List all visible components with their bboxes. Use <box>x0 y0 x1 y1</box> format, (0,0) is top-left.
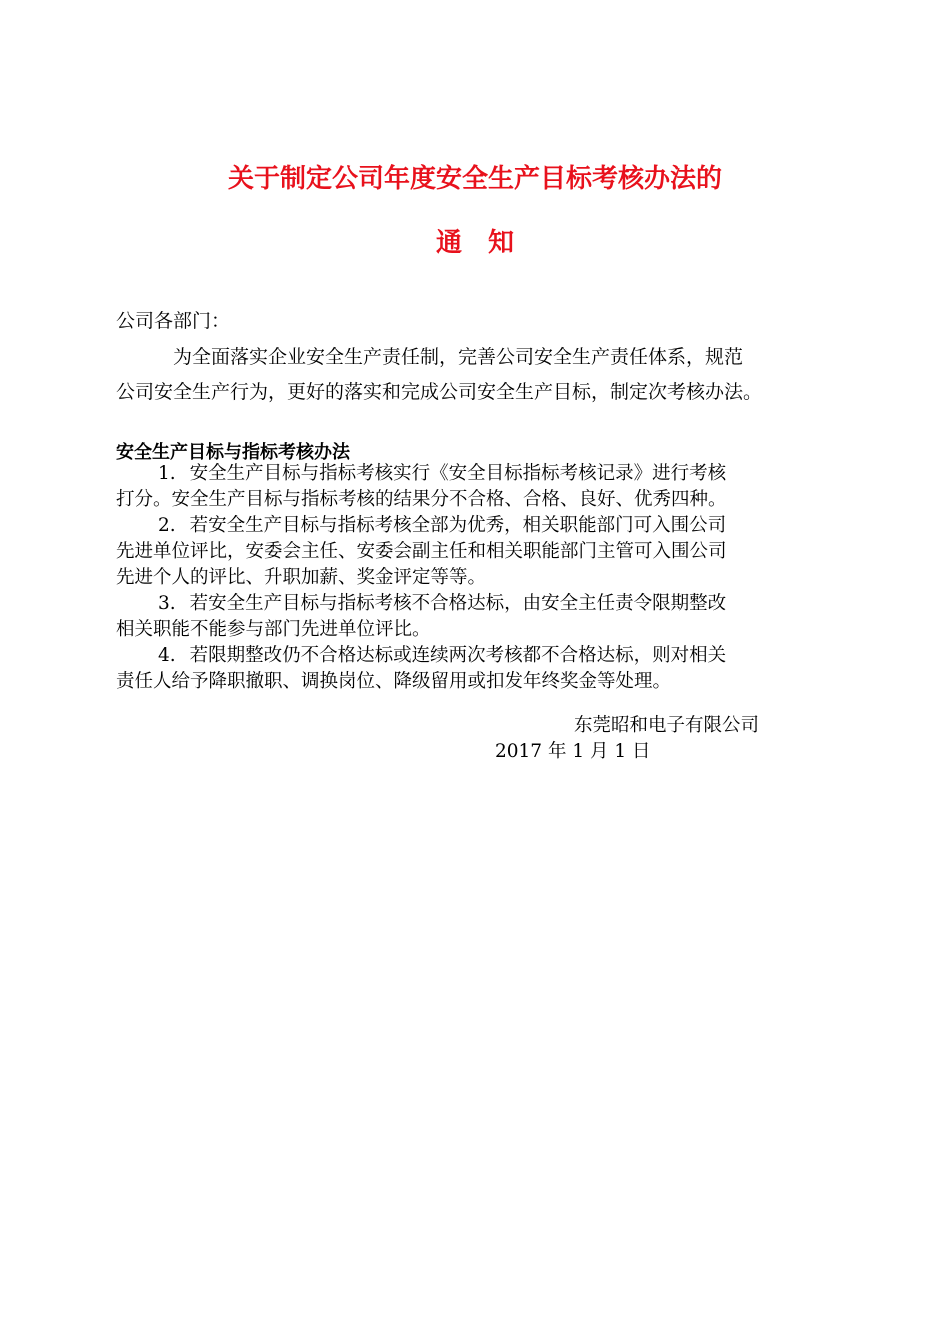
document-date: 2017 年 1 月 1 日 <box>495 741 651 762</box>
list-item-3 <box>158 591 726 617</box>
list-item-4-continuation: 责任人给予降职撤职、调换岗位、降级留用或扣发年终奖金等处理。 <box>116 671 672 692</box>
list-item-number: 3. <box>158 593 176 614</box>
list-item-text: 安全生产目标与指标考核实行《安全目标指标考核记录》进行考核 <box>189 463 727 484</box>
list-item-number: 1. <box>158 463 176 484</box>
company-signature: 东莞昭和电子有限公司 <box>574 715 760 736</box>
list-item-2-continuation-2: 先进个人的评比、升职加薪、奖金评定等等。 <box>116 567 487 588</box>
list-item-3-continuation: 相关职能不能参与部门先进单位评比。 <box>116 619 431 640</box>
intro-paragraph-line-1: 为全面落实企业安全生产责任制，完善公司安全生产责任体系，规范 <box>173 346 744 368</box>
notice-title: 关于制定公司年度安全生产目标考核办法的 <box>227 164 722 194</box>
section-heading: 安全生产目标与指标考核办法 <box>116 442 350 463</box>
list-item-number: 4. <box>158 645 176 666</box>
notice-title-suffix: 通知 <box>435 228 540 258</box>
list-item-1-continuation: 打分。安全生产目标与指标考核的结果分不合格、合格、良好、优秀四种。 <box>116 489 727 510</box>
intro-paragraph-line-2: 公司安全生产行为，更好的落实和完成公司安全生产目标，制定次考核办法。 <box>116 381 763 403</box>
list-item-text: 若安全生产目标与指标考核全部为优秀，相关职能部门可入围公司 <box>189 515 727 536</box>
list-item-2 <box>158 513 726 539</box>
list-item-4 <box>158 643 726 669</box>
list-item-1 <box>158 461 726 487</box>
list-item-2-continuation: 先进单位评比，安委会主任、安委会副主任和相关职能部门主管可入围公司 <box>116 541 727 562</box>
list-item-number: 2. <box>158 515 176 536</box>
list-item-text: 若限期整改仍不合格达标或连续两次考核都不合格达标，则对相关 <box>189 645 727 666</box>
salutation: 公司各部门： <box>116 310 231 332</box>
list-item-text: 若安全生产目标与指标考核不合格达标，由安全主任责令限期整改 <box>189 593 727 614</box>
